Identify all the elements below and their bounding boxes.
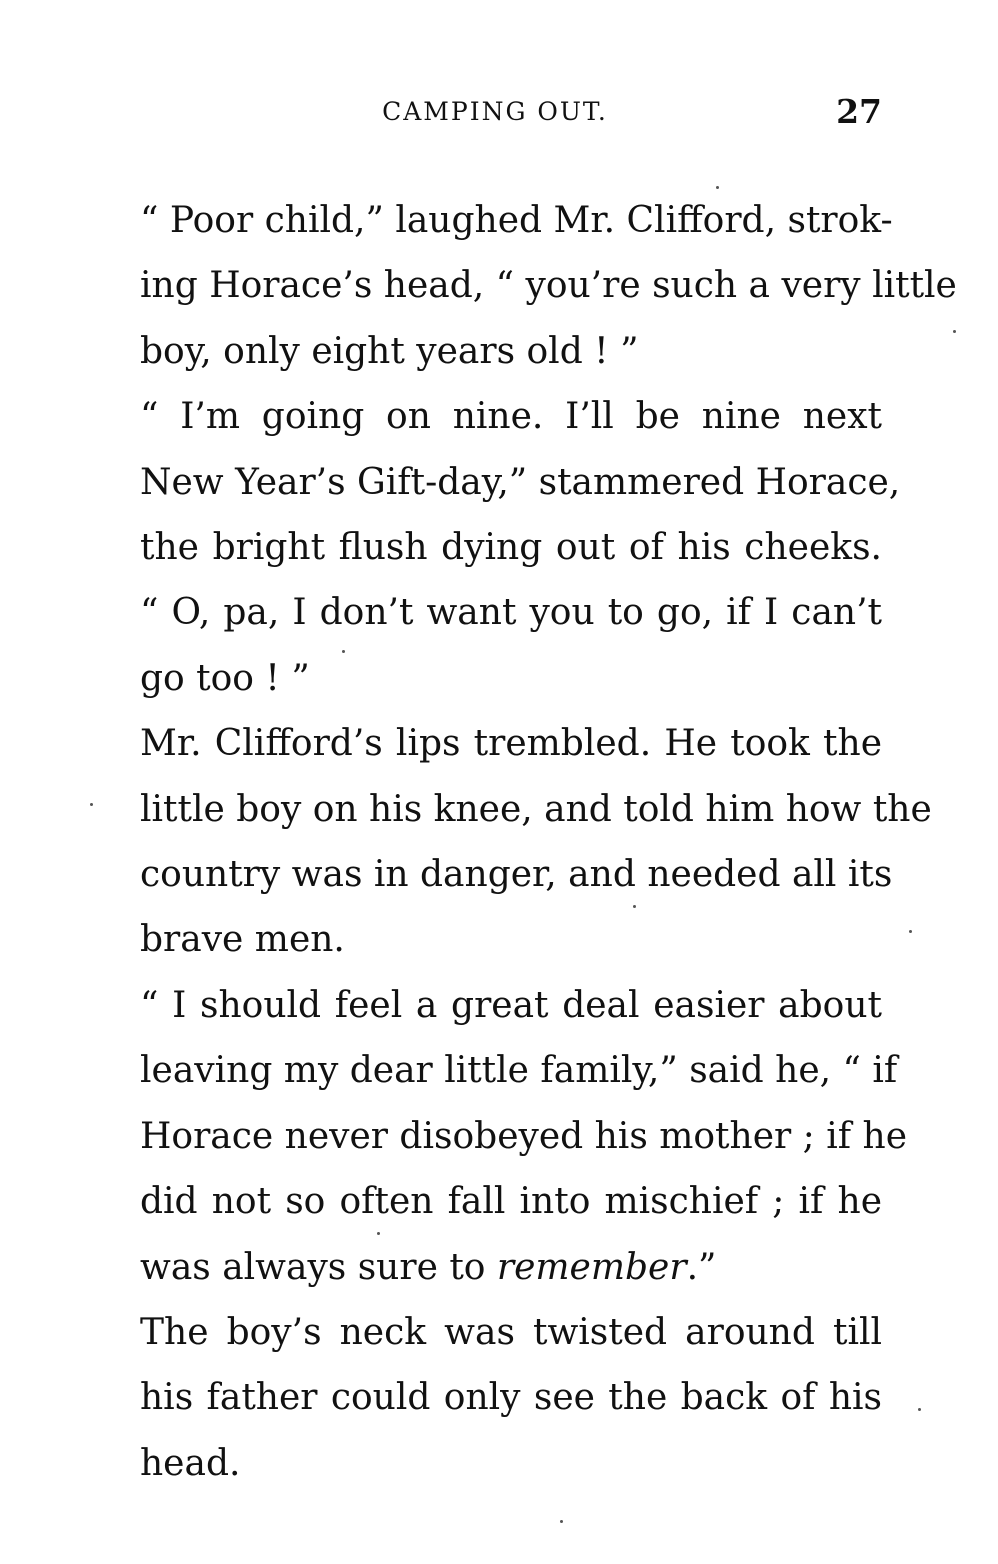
paper-speck bbox=[560, 1520, 563, 1523]
text-line: his father could only see the back of his bbox=[140, 1377, 882, 1419]
text-line: New Year’s Gift-day,” stammered Horace, bbox=[140, 461, 901, 503]
paragraph-2 bbox=[96, 384, 901, 711]
text-line-start: was always sure to bbox=[140, 1246, 497, 1288]
text-line: the bright flush dying out of his cheeks. bbox=[140, 527, 882, 569]
paragraph-5 bbox=[96, 1300, 882, 1496]
paragraph-1 bbox=[96, 188, 957, 384]
text-line: brave men. bbox=[140, 919, 345, 961]
text-line: Mr. Clifford’s lips trembled. He took the bbox=[140, 723, 882, 765]
text-line: The boy’s neck was twisted around till bbox=[140, 1311, 882, 1353]
paragraph-4 bbox=[96, 973, 908, 1300]
paper-speck bbox=[909, 930, 912, 933]
text-line: Horace never disobeyed his mother ; if he bbox=[140, 1115, 908, 1157]
text-line: “ I should feel a great deal easier about bbox=[140, 984, 882, 1026]
emphasized-word: remember bbox=[496, 1246, 687, 1288]
text-line: boy, only eight years old ! ” bbox=[140, 330, 639, 372]
text-line: little boy on his knee, and told him how the bbox=[140, 788, 932, 830]
text-line: did not so often fall into mischief ; if he bbox=[140, 1181, 882, 1223]
text-line: go too ! ” bbox=[140, 657, 310, 699]
text-line bbox=[96, 1235, 882, 1300]
paper-speck bbox=[953, 330, 956, 333]
text-line: country was in danger, and needed all its bbox=[140, 854, 893, 896]
running-head bbox=[96, 92, 882, 132]
page-number: 27 bbox=[836, 92, 882, 131]
text-line: head. bbox=[140, 1442, 241, 1484]
text-line: “ O, pa, I don’t want you to go, if I can’t bbox=[140, 592, 882, 634]
text-line-end: .” bbox=[686, 1246, 717, 1288]
paper-speck bbox=[377, 1232, 380, 1235]
paper-speck bbox=[90, 803, 93, 806]
paper-speck bbox=[918, 1408, 921, 1411]
paper-speck bbox=[716, 186, 719, 189]
text-line: “ Poor child,” laughed Mr. Clifford, strok- bbox=[140, 200, 893, 241]
paper-speck bbox=[633, 905, 636, 908]
running-title: CAMPING OUT. bbox=[382, 97, 608, 126]
text-line: leaving my dear little family,” said he, “ if bbox=[140, 1050, 898, 1092]
body-text bbox=[96, 188, 957, 1496]
paper-speck bbox=[342, 650, 345, 653]
paragraph-3 bbox=[96, 711, 932, 973]
text-line: ing Horace’s head, “ you’re such a very little bbox=[140, 265, 957, 307]
text-line: “ I’m going on nine. I’ll be nine next bbox=[140, 396, 882, 438]
